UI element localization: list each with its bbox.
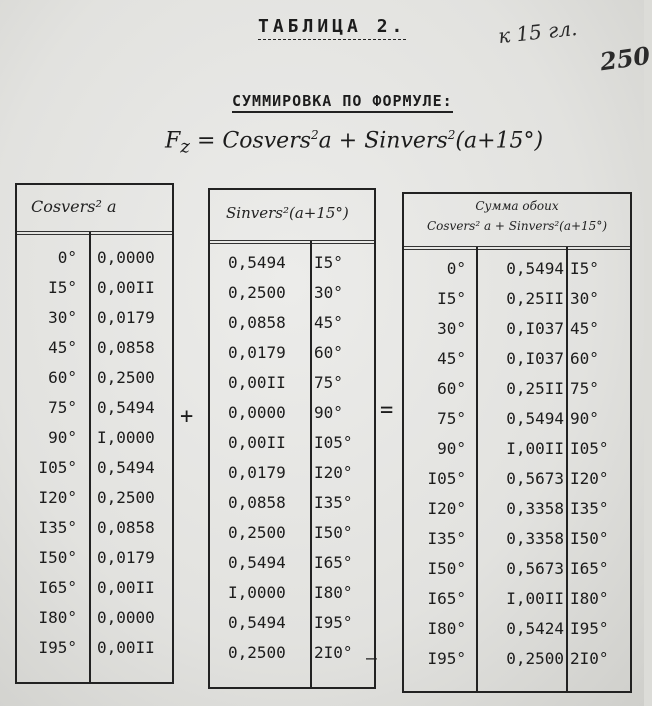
- table-row: [17, 363, 172, 393]
- value-cell: 0,25II: [506, 379, 564, 398]
- angle-cell: 2I0°: [570, 649, 609, 668]
- table-row: [210, 368, 374, 398]
- value-cell: 0,5494: [506, 259, 564, 278]
- table-row: [404, 254, 630, 284]
- value-cell: 0,0858: [228, 493, 286, 512]
- angle-cell: 0°: [446, 259, 466, 278]
- value-cell: I,0000: [228, 583, 286, 602]
- formula-term2-arg: (a+15°): [455, 128, 544, 154]
- table-row: [17, 513, 172, 543]
- value-cell: 0,5424: [506, 619, 564, 638]
- value-cell: 0,5494: [506, 409, 564, 428]
- value-cell: 0,2500: [506, 649, 564, 668]
- angle-cell: I95°: [570, 619, 609, 638]
- angle-cell: 0°: [57, 248, 77, 267]
- angle-cell: I5°: [48, 278, 77, 297]
- formula-term1-arg: a: [318, 128, 332, 154]
- angle-cell: 60°: [48, 368, 77, 387]
- formula-lhs-subscript: z: [180, 136, 190, 158]
- cosvers-table: [15, 183, 174, 684]
- formula-lhs: F: [165, 128, 181, 154]
- table-row: [210, 248, 374, 278]
- table-row: [17, 273, 172, 303]
- formula-equals: =: [196, 128, 216, 154]
- table-row: [404, 554, 630, 584]
- table-row: [17, 303, 172, 333]
- table-row: [210, 398, 374, 428]
- table-row: [17, 633, 172, 663]
- sum-header-line2: Cosvers² a + Sinvers²(a+15°): [426, 219, 608, 233]
- table-row: [404, 404, 630, 434]
- angle-cell: I95°: [38, 638, 77, 657]
- table-row: [404, 434, 630, 464]
- table-row: [210, 458, 374, 488]
- table-row: [210, 608, 374, 638]
- table-row: [210, 338, 374, 368]
- angle-cell: I35°: [314, 493, 353, 512]
- table-row: [210, 488, 374, 518]
- formula-term2: Sinvers: [364, 128, 448, 154]
- table-row: [17, 573, 172, 603]
- table-row: [210, 518, 374, 548]
- value-cell: 0,0000: [228, 403, 286, 422]
- value-cell: 0,2500: [228, 643, 286, 662]
- value-cell: 0,00II: [97, 638, 155, 657]
- table-row: [17, 333, 172, 363]
- value-cell: 0,5494: [228, 253, 286, 272]
- angle-cell: 75°: [570, 379, 599, 398]
- table-row: [404, 464, 630, 494]
- angle-cell: 90°: [48, 428, 77, 447]
- angle-cell: I50°: [427, 559, 466, 578]
- value-cell: I,00II: [506, 589, 564, 608]
- angle-cell: 90°: [437, 439, 466, 458]
- table-title: ТАБЛИЦА 2.: [258, 16, 406, 40]
- angle-cell: I80°: [38, 608, 77, 627]
- angle-cell: I05°: [38, 458, 77, 477]
- table-row: [404, 374, 630, 404]
- angle-cell: I20°: [427, 499, 466, 518]
- angle-cell: I50°: [570, 529, 609, 548]
- angle-cell: 45°: [314, 313, 343, 332]
- value-cell: 0,0858: [97, 518, 155, 537]
- angle-cell: I5°: [314, 253, 343, 272]
- value-cell: 0,0179: [228, 463, 286, 482]
- cosvers-header-label: Cosvers² a: [31, 197, 117, 216]
- table-row: [404, 644, 630, 674]
- table-row: [404, 584, 630, 614]
- angle-cell: 75°: [437, 409, 466, 428]
- angle-cell: I20°: [570, 469, 609, 488]
- angle-cell: 45°: [48, 338, 77, 357]
- formula-term2-power: 2: [447, 128, 456, 142]
- dash-mark: –: [366, 648, 377, 669]
- value-cell: 0,0179: [97, 548, 155, 567]
- angle-cell: I35°: [38, 518, 77, 537]
- value-cell: 0,00II: [228, 373, 286, 392]
- angle-cell: 30°: [314, 283, 343, 302]
- table-row: [210, 548, 374, 578]
- angle-cell: I80°: [314, 583, 353, 602]
- angle-cell: I65°: [314, 553, 353, 572]
- angle-cell: I5°: [437, 289, 466, 308]
- value-cell: I,0000: [97, 428, 155, 447]
- value-cell: 0,3358: [506, 529, 564, 548]
- angle-cell: 45°: [570, 319, 599, 338]
- handwritten-margin-note: к 15 гл.: [496, 15, 579, 49]
- plus-operator: +: [180, 404, 194, 429]
- formula-term1-power: 2: [311, 128, 319, 142]
- value-cell: 0,0858: [97, 338, 155, 357]
- table-row: [17, 543, 172, 573]
- formula-plus: +: [338, 128, 358, 154]
- cosvers-table-header: [17, 185, 172, 235]
- angle-cell: 90°: [314, 403, 343, 422]
- angle-cell: 30°: [570, 289, 599, 308]
- value-cell: 0,2500: [97, 368, 155, 387]
- equals-operator: =: [380, 398, 394, 423]
- angle-cell: I50°: [38, 548, 77, 567]
- value-cell: 0,2500: [228, 283, 286, 302]
- angle-cell: 60°: [570, 349, 599, 368]
- formula-term1: Cosvers: [222, 128, 311, 154]
- value-cell: 0,I037: [506, 349, 564, 368]
- angle-cell: I95°: [314, 613, 353, 632]
- angle-cell: 75°: [314, 373, 343, 392]
- angle-cell: I05°: [314, 433, 353, 452]
- sinvers-table-header: [210, 190, 374, 244]
- subtitle: СУММИРОВКА ПО ФОРМУЛЕ:: [232, 92, 453, 113]
- value-cell: 0,5673: [506, 559, 564, 578]
- sum-table: [402, 192, 632, 693]
- angle-cell: 60°: [437, 379, 466, 398]
- angle-cell: I65°: [570, 559, 609, 578]
- angle-cell: I05°: [570, 439, 609, 458]
- value-cell: 0,2500: [228, 523, 286, 542]
- table-row: [17, 603, 172, 633]
- angle-cell: 75°: [48, 398, 77, 417]
- angle-cell: 2I0°: [314, 643, 353, 662]
- table-row: [17, 483, 172, 513]
- value-cell: 0,0858: [228, 313, 286, 332]
- value-cell: 0,3358: [506, 499, 564, 518]
- angle-cell: I20°: [314, 463, 353, 482]
- table-row: [404, 314, 630, 344]
- angle-cell: 60°: [314, 343, 343, 362]
- angle-cell: I65°: [38, 578, 77, 597]
- value-cell: 0,5494: [97, 398, 155, 417]
- angle-cell: I35°: [427, 529, 466, 548]
- angle-cell: I35°: [570, 499, 609, 518]
- formula: [165, 128, 543, 158]
- value-cell: I,00II: [506, 439, 564, 458]
- table-row: [210, 278, 374, 308]
- value-cell: 0,00II: [228, 433, 286, 452]
- value-cell: 0,00II: [97, 278, 155, 297]
- value-cell: 0,5494: [228, 553, 286, 572]
- value-cell: 0,0000: [97, 248, 155, 267]
- table-row: [404, 284, 630, 314]
- table-row: [17, 393, 172, 423]
- table-row: [404, 614, 630, 644]
- angle-cell: 30°: [48, 308, 77, 327]
- table-row: [404, 524, 630, 554]
- value-cell: 0,I037: [506, 319, 564, 338]
- sinvers-table: [208, 188, 376, 689]
- value-cell: 0,5494: [97, 458, 155, 477]
- table-row: [404, 494, 630, 524]
- angle-cell: 90°: [570, 409, 599, 428]
- table-row: [404, 344, 630, 374]
- value-cell: 0,25II: [506, 289, 564, 308]
- angle-cell: I65°: [427, 589, 466, 608]
- angle-cell: 30°: [437, 319, 466, 338]
- angle-cell: I05°: [427, 469, 466, 488]
- table-row: [17, 243, 172, 273]
- table-row: [210, 638, 374, 668]
- angle-cell: I5°: [570, 259, 599, 278]
- value-cell: 0,5673: [506, 469, 564, 488]
- table-row: [17, 423, 172, 453]
- angle-cell: I80°: [427, 619, 466, 638]
- value-cell: 0,5494: [228, 613, 286, 632]
- table-row: [210, 308, 374, 338]
- value-cell: 0,0000: [97, 608, 155, 627]
- sum-table-header: [404, 194, 630, 250]
- sinvers-header-label: Sinvers²(a+15°): [226, 204, 349, 222]
- angle-cell: I80°: [570, 589, 609, 608]
- value-cell: 0,2500: [97, 488, 155, 507]
- table-row: [210, 578, 374, 608]
- value-cell: 0,0179: [97, 308, 155, 327]
- sum-header-line1: Сумма обоих: [475, 199, 559, 213]
- handwritten-page-number: 250: [598, 40, 652, 77]
- value-cell: 0,0179: [228, 343, 286, 362]
- angle-cell: 45°: [437, 349, 466, 368]
- table-row: [210, 428, 374, 458]
- angle-cell: I20°: [38, 488, 77, 507]
- table-row: [17, 453, 172, 483]
- angle-cell: I50°: [314, 523, 353, 542]
- angle-cell: I95°: [427, 649, 466, 668]
- value-cell: 0,00II: [97, 578, 155, 597]
